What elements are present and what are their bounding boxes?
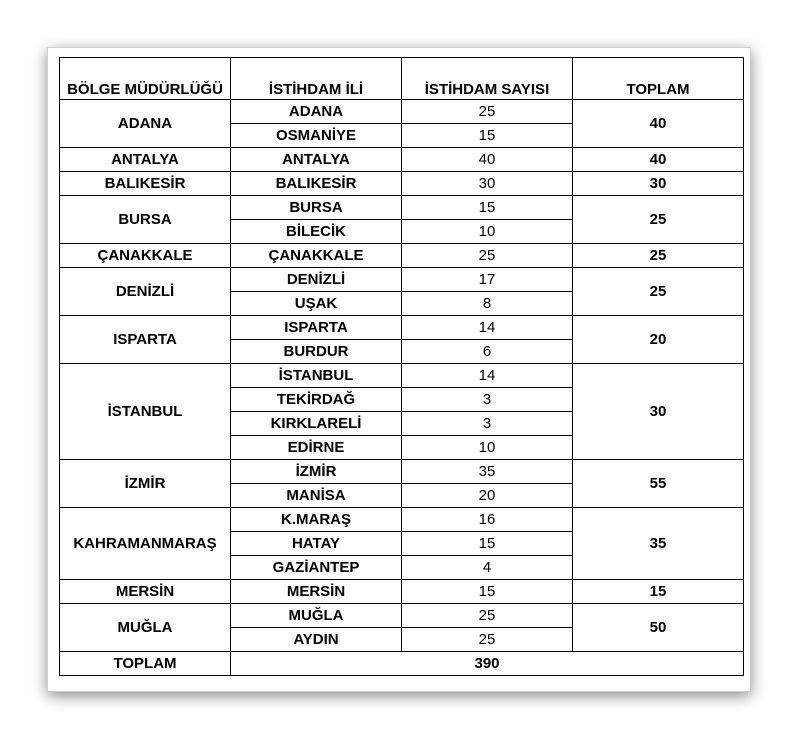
table-row <box>60 508 744 532</box>
province-cell: OSMANİYE <box>231 124 402 148</box>
count-cell: 25 <box>402 628 573 652</box>
region-cell: MERSİN <box>60 580 231 604</box>
total-cell: 30 <box>573 364 744 460</box>
province-cell: İZMİR <box>231 460 402 484</box>
table-body <box>60 100 744 652</box>
count-cell: 15 <box>402 196 573 220</box>
table-row <box>60 604 744 628</box>
count-cell: 35 <box>402 460 573 484</box>
header-province: İSTİHDAM İLİ <box>231 58 402 100</box>
count-cell: 3 <box>402 412 573 436</box>
province-cell: EDİRNE <box>231 436 402 460</box>
count-cell: 15 <box>402 124 573 148</box>
total-cell: 25 <box>573 196 744 244</box>
count-cell: 16 <box>402 508 573 532</box>
province-cell: ÇANAKKALE <box>231 244 402 268</box>
region-cell: BALIKESİR <box>60 172 231 196</box>
province-cell: İSTANBUL <box>231 364 402 388</box>
table-row <box>60 268 744 292</box>
total-cell: 40 <box>573 100 744 148</box>
count-cell: 15 <box>402 580 573 604</box>
region-cell: İZMİR <box>60 460 231 508</box>
count-cell: 40 <box>402 148 573 172</box>
count-cell: 25 <box>402 604 573 628</box>
header-total: TOPLAM <box>573 58 744 100</box>
province-cell: HATAY <box>231 532 402 556</box>
province-cell: GAZİANTEP <box>231 556 402 580</box>
table-row <box>60 148 744 172</box>
region-cell: ANTALYA <box>60 148 231 172</box>
total-cell: 25 <box>573 244 744 268</box>
province-cell: BİLECİK <box>231 220 402 244</box>
province-cell: BALIKESİR <box>231 172 402 196</box>
count-cell: 10 <box>402 220 573 244</box>
province-cell: TEKİRDAĞ <box>231 388 402 412</box>
table-row <box>60 100 744 124</box>
province-cell: MANİSA <box>231 484 402 508</box>
footer-total: 390 <box>231 652 744 676</box>
province-cell: ISPARTA <box>231 316 402 340</box>
footer-label: TOPLAM <box>60 652 231 676</box>
region-cell: DENİZLİ <box>60 268 231 316</box>
region-cell: KAHRAMANMARAŞ <box>60 508 231 580</box>
count-cell: 14 <box>402 364 573 388</box>
total-cell: 40 <box>573 148 744 172</box>
count-cell: 25 <box>402 244 573 268</box>
region-cell: BURSA <box>60 196 231 244</box>
count-cell: 3 <box>402 388 573 412</box>
total-cell: 55 <box>573 460 744 508</box>
total-cell: 30 <box>573 172 744 196</box>
count-cell: 15 <box>402 532 573 556</box>
region-cell: MUĞLA <box>60 604 231 652</box>
count-cell: 8 <box>402 292 573 316</box>
total-cell: 25 <box>573 268 744 316</box>
document-card <box>47 47 751 692</box>
count-cell: 14 <box>402 316 573 340</box>
count-cell: 20 <box>402 484 573 508</box>
count-cell: 17 <box>402 268 573 292</box>
region-cell: ÇANAKKALE <box>60 244 231 268</box>
region-cell: ADANA <box>60 100 231 148</box>
total-cell: 15 <box>573 580 744 604</box>
table-row <box>60 316 744 340</box>
count-cell: 4 <box>402 556 573 580</box>
employment-table <box>59 57 744 676</box>
table-row <box>60 364 744 388</box>
province-cell: MUĞLA <box>231 604 402 628</box>
province-cell: AYDIN <box>231 628 402 652</box>
count-cell: 10 <box>402 436 573 460</box>
province-cell: BURDUR <box>231 340 402 364</box>
province-cell: KIRKLARELİ <box>231 412 402 436</box>
header-region: BÖLGE MÜDÜRLÜĞÜ <box>60 58 231 100</box>
province-cell: ADANA <box>231 100 402 124</box>
table-row <box>60 172 744 196</box>
count-cell: 30 <box>402 172 573 196</box>
total-cell: 35 <box>573 508 744 580</box>
region-cell: İSTANBUL <box>60 364 231 460</box>
province-cell: UŞAK <box>231 292 402 316</box>
province-cell: ANTALYA <box>231 148 402 172</box>
table-row <box>60 460 744 484</box>
total-cell: 50 <box>573 604 744 652</box>
province-cell: K.MARAŞ <box>231 508 402 532</box>
province-cell: BURSA <box>231 196 402 220</box>
region-cell: ISPARTA <box>60 316 231 364</box>
total-cell: 20 <box>573 316 744 364</box>
province-cell: MERSİN <box>231 580 402 604</box>
province-cell: DENİZLİ <box>231 268 402 292</box>
header-count: İSTİHDAM SAYISI <box>402 58 573 100</box>
header-row <box>60 58 744 100</box>
table-row <box>60 580 744 604</box>
table-row <box>60 196 744 220</box>
footer-row <box>60 652 744 676</box>
count-cell: 25 <box>402 100 573 124</box>
table-row <box>60 244 744 268</box>
count-cell: 6 <box>402 340 573 364</box>
